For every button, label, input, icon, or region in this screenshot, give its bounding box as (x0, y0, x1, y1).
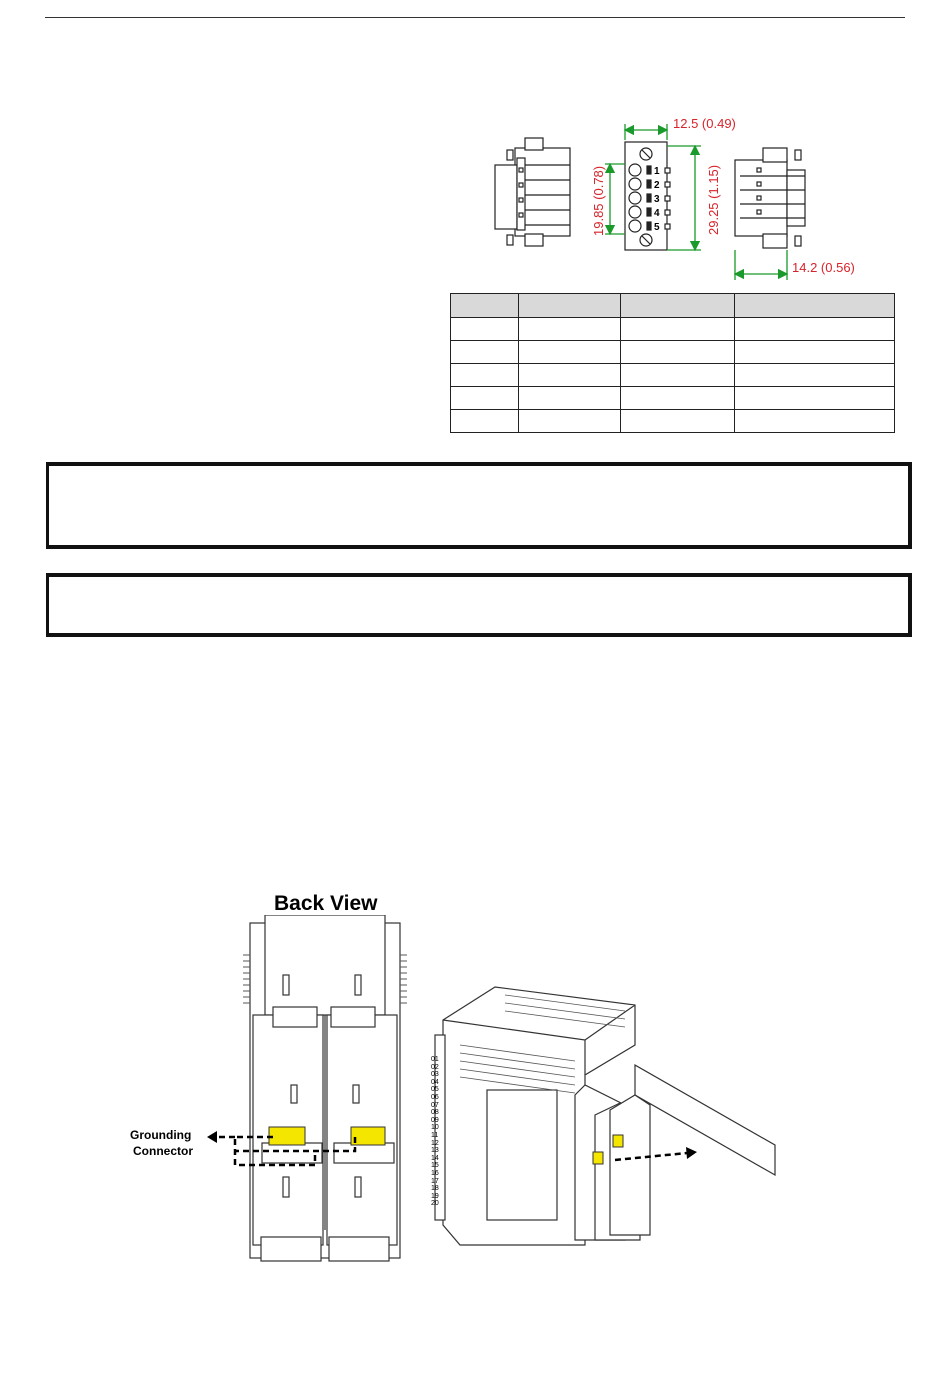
grounding-callout-line1: Grounding (130, 1128, 192, 1142)
slot-number: 08 (431, 1109, 439, 1117)
module-grounding-highlight-1 (593, 1152, 603, 1164)
table-row (451, 387, 895, 410)
table-header-row (451, 294, 895, 318)
slot-number: 11 (431, 1131, 439, 1139)
back-view-drawing (195, 915, 425, 1265)
table-cell (621, 318, 735, 341)
slot-number: 02 (431, 1063, 439, 1071)
slot-number: 17 (431, 1177, 439, 1185)
slot-number: 05 (431, 1086, 439, 1094)
connector-side-view-left (495, 138, 570, 246)
slot-number: 04 (431, 1078, 439, 1086)
table-cell (519, 387, 621, 410)
table-header-cell (735, 294, 895, 318)
slot-number: 16 (431, 1169, 439, 1177)
slot-number: 09 (431, 1116, 439, 1124)
slot-number: 07 (431, 1101, 439, 1109)
back-view-title: Back View (274, 892, 378, 915)
slot-number: 06 (431, 1093, 439, 1101)
slot-number: 18 (431, 1185, 439, 1193)
pin-label-4: 4 (654, 208, 660, 219)
slot-number: 19 (431, 1192, 439, 1200)
table-cell (451, 387, 519, 410)
slot-number: 20 (431, 1200, 439, 1208)
table-cell (735, 341, 895, 364)
spec-table (450, 293, 895, 433)
table-header-cell (519, 294, 621, 318)
table-row (451, 410, 895, 433)
connector-front-view (625, 142, 670, 250)
slot-number: 12 (431, 1139, 439, 1147)
table-cell (621, 410, 735, 433)
table-cell (621, 387, 735, 410)
table-cell (451, 341, 519, 364)
table-cell (621, 364, 735, 387)
connector-dimension-drawing (485, 110, 885, 285)
table-cell (735, 364, 895, 387)
slot-number: 03 (431, 1071, 439, 1079)
table-cell (451, 318, 519, 341)
table-cell (735, 387, 895, 410)
table-cell (621, 341, 735, 364)
connector-side-view-right (735, 148, 805, 248)
grounding-callout-line2: Connector (133, 1144, 193, 1158)
table-cell (735, 410, 895, 433)
table-cell (735, 318, 895, 341)
header-rule (45, 17, 905, 18)
table-cell (519, 318, 621, 341)
dimension-width-label: 12.5 (0.49) (673, 116, 736, 131)
table-cell (519, 364, 621, 387)
table-row (451, 364, 895, 387)
notice-box-1 (46, 462, 912, 549)
slot-number: 13 (431, 1147, 439, 1155)
pin-label-1: 1 (654, 166, 660, 177)
pin-label-5: 5 (654, 222, 660, 233)
slot-number: 15 (431, 1162, 439, 1170)
dimension-height-label: 29.25 (1.15) (706, 164, 721, 235)
module-isometric-drawing (425, 975, 805, 1255)
table-row (451, 341, 895, 364)
table-cell (451, 410, 519, 433)
table-header-cell (621, 294, 735, 318)
slot-number-list (431, 1056, 439, 1208)
pin-label-3: 3 (654, 194, 660, 205)
table-cell (519, 410, 621, 433)
dimension-depth-label: 14.2 (0.56) (792, 260, 855, 275)
grounding-connector-highlight-left (269, 1127, 305, 1145)
module-grounding-highlight-2 (613, 1135, 623, 1147)
pin-label-2: 2 (654, 180, 660, 191)
table-row (451, 318, 895, 341)
table-header-cell (451, 294, 519, 318)
table-cell (451, 364, 519, 387)
slot-number: 10 (431, 1124, 439, 1132)
table-cell (519, 341, 621, 364)
dimension-pitch-label: 19.85 (0.78) (591, 165, 606, 236)
notice-box-2 (46, 573, 912, 637)
slot-number: 14 (431, 1154, 439, 1162)
slot-number: 01 (431, 1056, 439, 1063)
